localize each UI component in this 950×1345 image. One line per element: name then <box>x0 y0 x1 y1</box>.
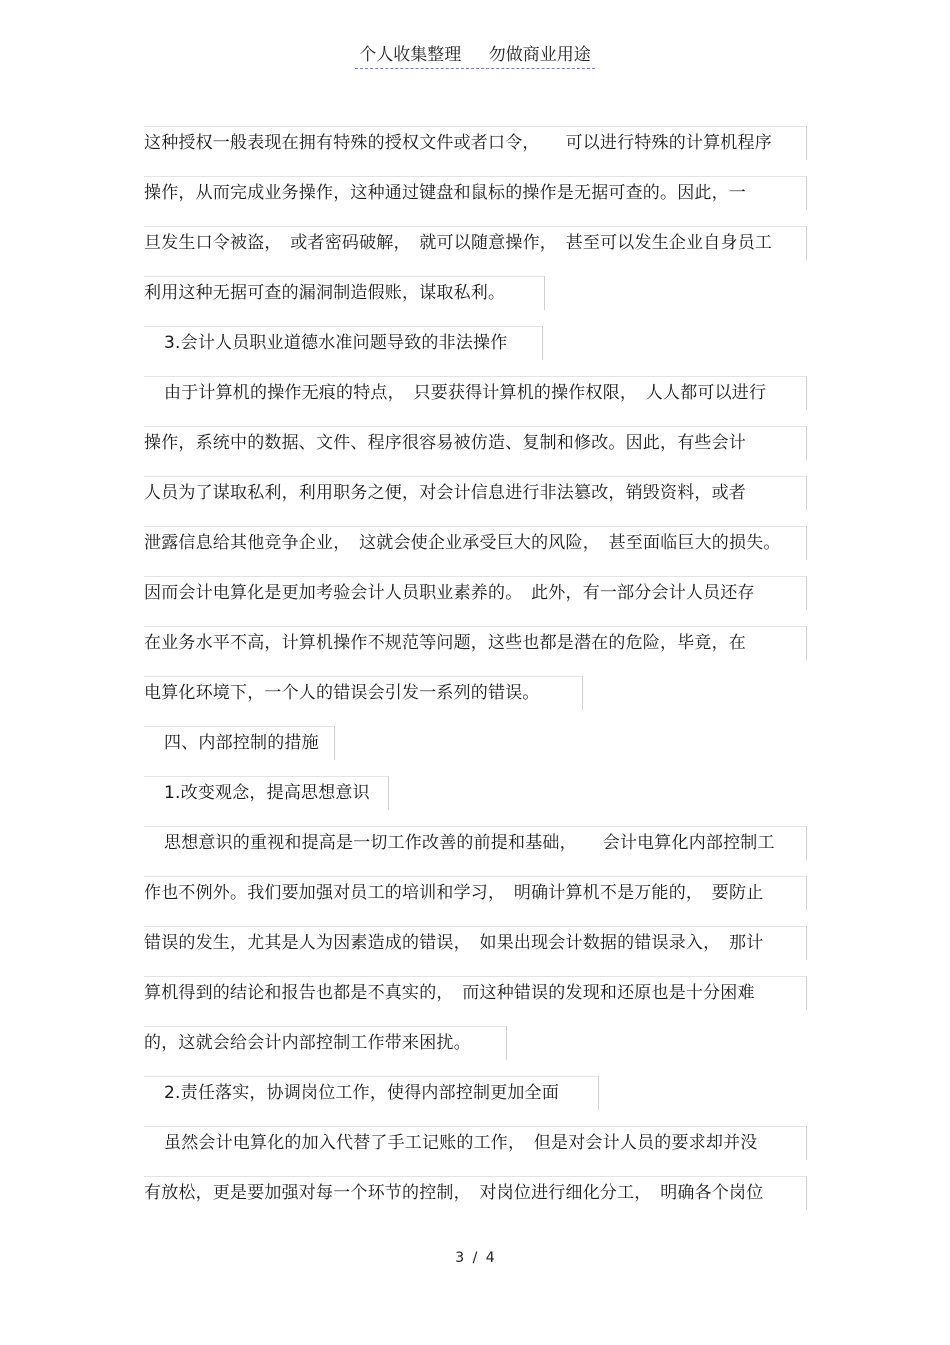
line-rule-top <box>144 726 334 727</box>
line-text: 这种授权一般表现在拥有特殊的授权文件或者口令， 可以进行特殊的计算机程序 <box>144 133 772 153</box>
text-line <box>144 1118 806 1168</box>
line-rule-right <box>806 176 807 210</box>
line-rule-top <box>144 1126 806 1127</box>
line-text: 人员为了谋取私利，利用职务之便，对会计信息进行非法篡改，销毁资料，或者 <box>144 483 746 503</box>
line-rule-top <box>144 326 542 327</box>
line-rule-top <box>144 926 806 927</box>
text-line <box>144 418 806 468</box>
line-text: 3.会计人员职业道德水准问题导致的非法操作 <box>164 333 508 353</box>
line-rule-right <box>334 726 335 760</box>
line-rule-top <box>144 626 806 627</box>
line-text: 错误的发生，尤其是人为因素造成的错误， 如果出现会计数据的错误录入， 那计 <box>144 933 764 953</box>
text-line <box>144 568 806 618</box>
line-rule-top <box>144 776 388 777</box>
line-text: 因而会计电算化是更加考验会计人员职业素养的。 此外，有一部分会计人员还存 <box>144 583 755 603</box>
line-rule-top <box>144 676 582 677</box>
line-rule-top <box>144 276 544 277</box>
text-line <box>144 868 806 918</box>
text-line <box>144 468 806 518</box>
header-text: 个人收集整理 勿做商业用途 <box>355 40 594 69</box>
line-rule-right <box>806 126 807 160</box>
text-line <box>144 218 806 268</box>
line-text: 操作，从而完成业务操作，这种通过键盘和鼠标的操作是无据可查的。因此，一 <box>144 183 746 203</box>
text-line <box>144 518 806 568</box>
line-rule-top <box>144 476 806 477</box>
line-text: 在业务水平不高，计算机操作不规范等问题，这些也都是潜在的危险，毕竟，在 <box>144 633 746 653</box>
document-body <box>144 118 806 1218</box>
line-rule-right <box>582 676 583 710</box>
text-line <box>144 1018 806 1068</box>
line-rule-top <box>144 226 806 227</box>
text-line <box>144 1168 806 1218</box>
text-line <box>144 368 806 418</box>
line-rule-right <box>506 1026 507 1060</box>
line-rule-top <box>144 376 806 377</box>
line-rule-top <box>144 976 806 977</box>
line-text: 四、内部控制的措施 <box>164 733 319 753</box>
line-rule-top <box>144 426 806 427</box>
line-rule-right <box>806 926 807 960</box>
line-rule-right <box>542 326 543 360</box>
line-rule-right <box>544 276 545 310</box>
line-rule-top <box>144 176 806 177</box>
line-rule-right <box>806 826 807 860</box>
line-rule-right <box>806 876 807 910</box>
line-rule-right <box>806 626 807 660</box>
line-text: 利用这种无据可查的漏洞制造假账，谋取私利。 <box>144 283 506 303</box>
text-line <box>144 968 806 1018</box>
line-rule-top <box>144 1076 598 1077</box>
line-rule-right <box>806 1176 807 1210</box>
text-line <box>144 618 806 668</box>
text-line <box>144 318 806 368</box>
text-line <box>144 918 806 968</box>
line-text: 2.责任落实，协调岗位工作，使得内部控制更加全面 <box>164 1083 560 1103</box>
line-rule-right <box>598 1076 599 1110</box>
line-text: 作也不例外。我们要加强对员工的培训和学习， 明确计算机不是万能的， 要防止 <box>144 883 764 903</box>
line-text: 算机得到的结论和报告也都是不真实的， 而这种错误的发现和还原也是十分困难 <box>144 983 755 1003</box>
line-text: 旦发生口令被盗， 或者密码破解， 就可以随意操作， 甚至可以发生企业自身员工 <box>144 233 773 253</box>
line-rule-top <box>144 1026 506 1027</box>
line-rule-top <box>144 526 806 527</box>
text-line <box>144 268 806 318</box>
line-text: 1.改变观念，提高思想意识 <box>164 783 370 803</box>
line-text: 思想意识的重视和提高是一切工作改善的前提和基础， 会计电算化内部控制工 <box>164 833 775 853</box>
line-rule-right <box>806 376 807 410</box>
line-rule-top <box>144 576 806 577</box>
text-line <box>144 168 806 218</box>
text-line <box>144 1068 806 1118</box>
line-text: 泄露信息给其他竞争企业， 这就会使企业承受巨大的风险， 甚至面临巨大的损失。 <box>144 533 781 553</box>
text-line <box>144 668 806 718</box>
line-text: 有放松，更是要加强对每一个环节的控制， 对岗位进行细化分工， 明确各个岗位 <box>144 1183 764 1203</box>
line-rule-top <box>144 1176 806 1177</box>
line-rule-right <box>806 576 807 610</box>
line-text: 虽然会计电算化的加入代替了手工记账的工作， 但是对会计人员的要求却并没 <box>164 1133 758 1153</box>
line-rule-right <box>806 426 807 460</box>
line-rule-right <box>806 476 807 510</box>
line-rule-top <box>144 126 806 127</box>
line-text: 电算化环境下，一个人的错误会引发一系列的错误。 <box>144 683 540 703</box>
text-line <box>144 718 806 768</box>
text-line <box>144 118 806 168</box>
line-rule-top <box>144 826 806 827</box>
page-number: 3 / 4 <box>455 1250 495 1266</box>
line-rule-top <box>144 876 806 877</box>
line-text: 操作，系统中的数据、文件、程序很容易被仿造、复制和修改。因此，有些会计 <box>144 433 746 453</box>
page-header <box>0 40 950 69</box>
line-rule-right <box>388 776 389 810</box>
text-line <box>144 818 806 868</box>
line-rule-right <box>806 1126 807 1160</box>
text-line <box>144 768 806 818</box>
line-rule-right <box>806 526 807 560</box>
line-rule-right <box>806 226 807 260</box>
line-text: 由于计算机的操作无痕的特点， 只要获得计算机的操作权限， 人人都可以进行 <box>164 383 767 403</box>
line-rule-right <box>806 976 807 1010</box>
line-text: 的，这就会给会计内部控制工作带来困扰。 <box>144 1033 471 1053</box>
